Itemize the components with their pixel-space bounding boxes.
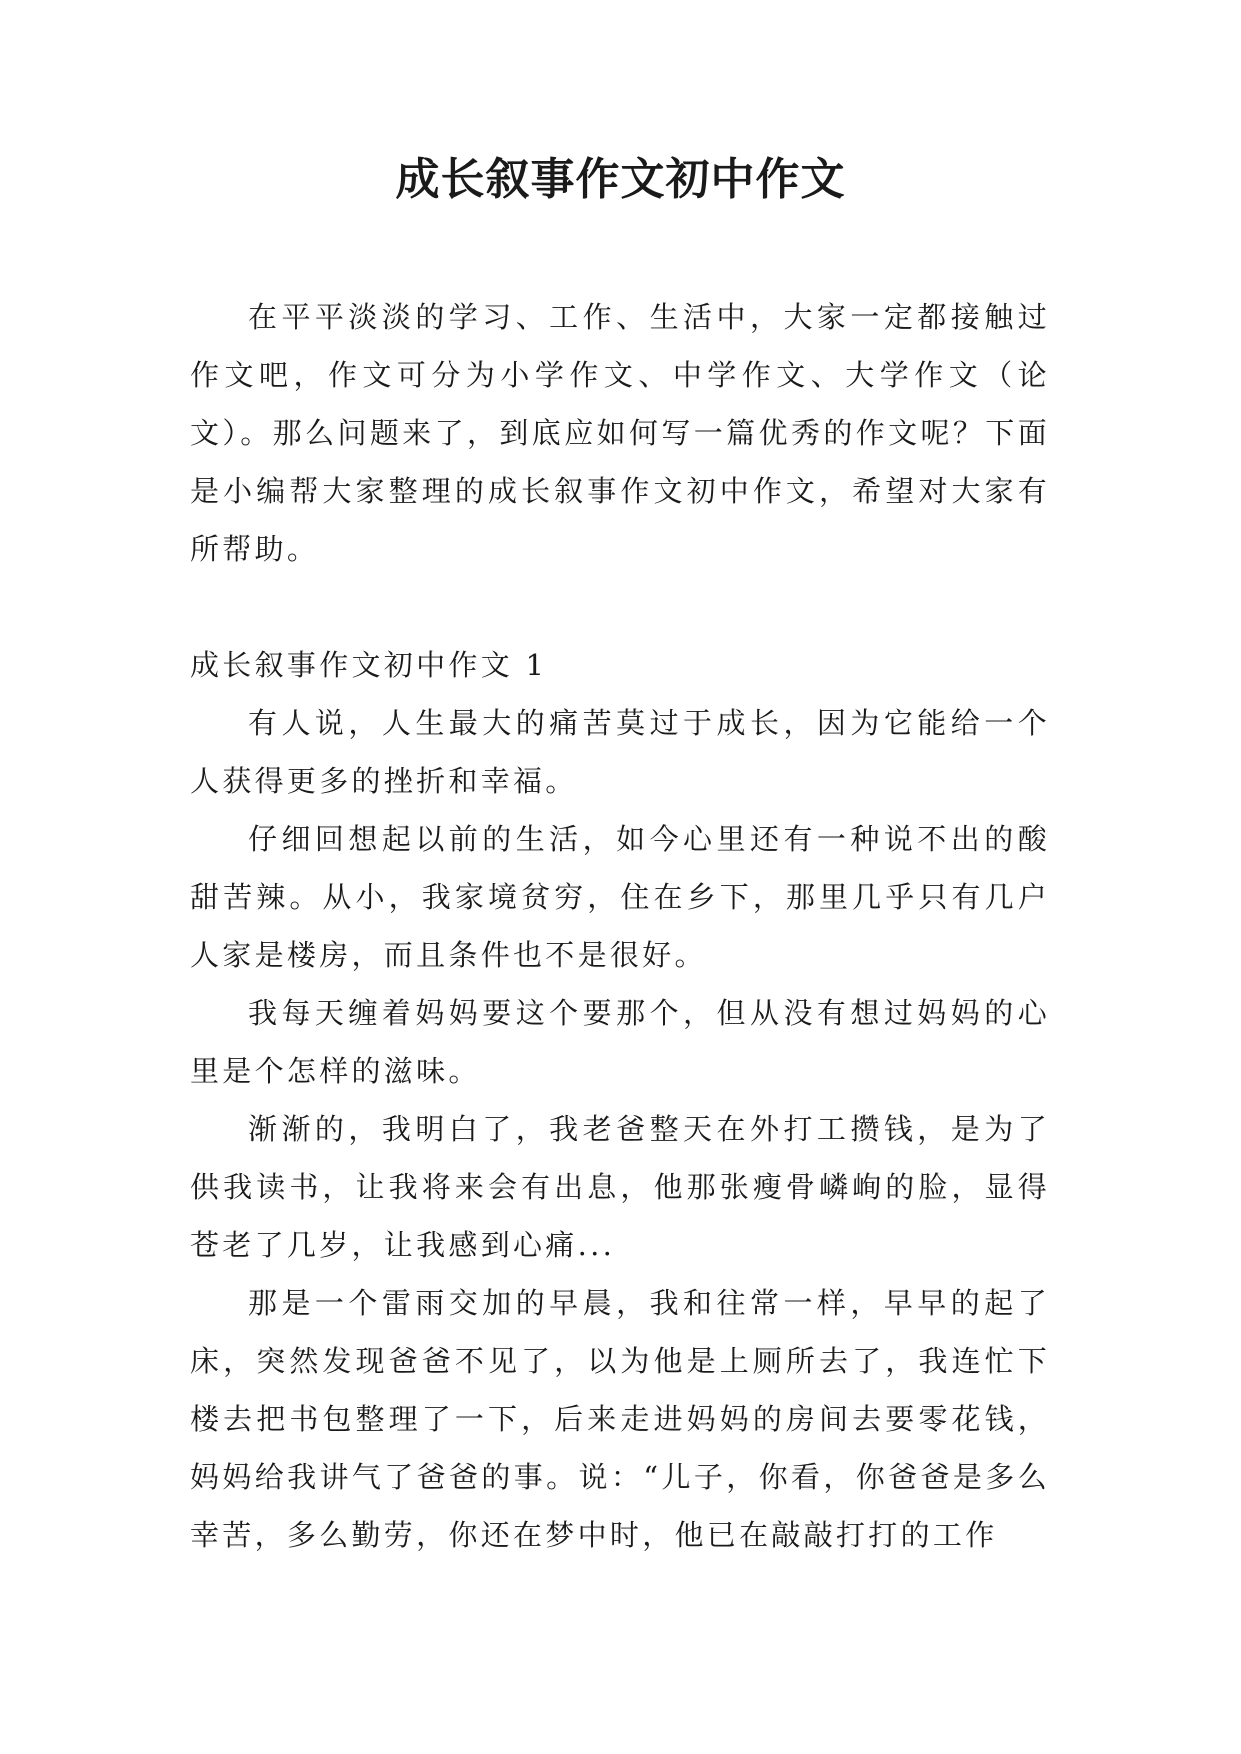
- body-paragraph-2: 仔细回想起以前的生活，如今心里还有一种说不出的酸甜苦辣。从小，我家境贫穷，住在乡下，那里几乎只有几户人家是楼房，而且条件也不是很好。: [190, 822, 1050, 972]
- section-spacer: [190, 578, 1050, 636]
- section-heading: 成长叙事作文初中作文 1: [190, 648, 548, 682]
- body-paragraph-5: 那是一个雷雨交加的早晨，我和往常一样，早早的起了床，突然发现爸爸不见了，以为他是上厕所去了，我连忙下楼去把书包整理了一下，后来走进妈妈的房间去要零花钱，妈妈给我讲气了爸爸的事。说：“儿子，你看，你爸爸是多么幸苦，多么勤劳，你还在梦中时，他已在敲敲打打的工作: [190, 1286, 1050, 1552]
- document-body: [190, 288, 1050, 1564]
- body-paragraph-4: 渐渐的，我明白了，我老爸整天在外打工攒钱，是为了供我读书，让我将来会有出息，他那张瘦骨嶙峋的脸，显得苍老了几岁，让我感到心痛...: [190, 1112, 1050, 1262]
- body-paragraph-3: 我每天缠着妈妈要这个要那个，但从没有想过妈妈的心里是个怎样的滋味。: [190, 996, 1050, 1088]
- body-paragraph-1: 有人说，人生最大的痛苦莫过于成长，因为它能给一个人获得更多的挫折和幸福。: [190, 706, 1050, 798]
- document-title: 成长叙事作文初中作文: [395, 154, 846, 205]
- intro-paragraph: 在平平淡淡的学习、工作、生活中，大家一定都接触过作文吧，作文可分为小学作文、中学作文、大学作文（论文）。那么问题来了，到底应如何写一篇优秀的作文呢？下面是小编帮大家整理的成长叙事作文初中作文，希望对大家有所帮助。: [190, 300, 1050, 566]
